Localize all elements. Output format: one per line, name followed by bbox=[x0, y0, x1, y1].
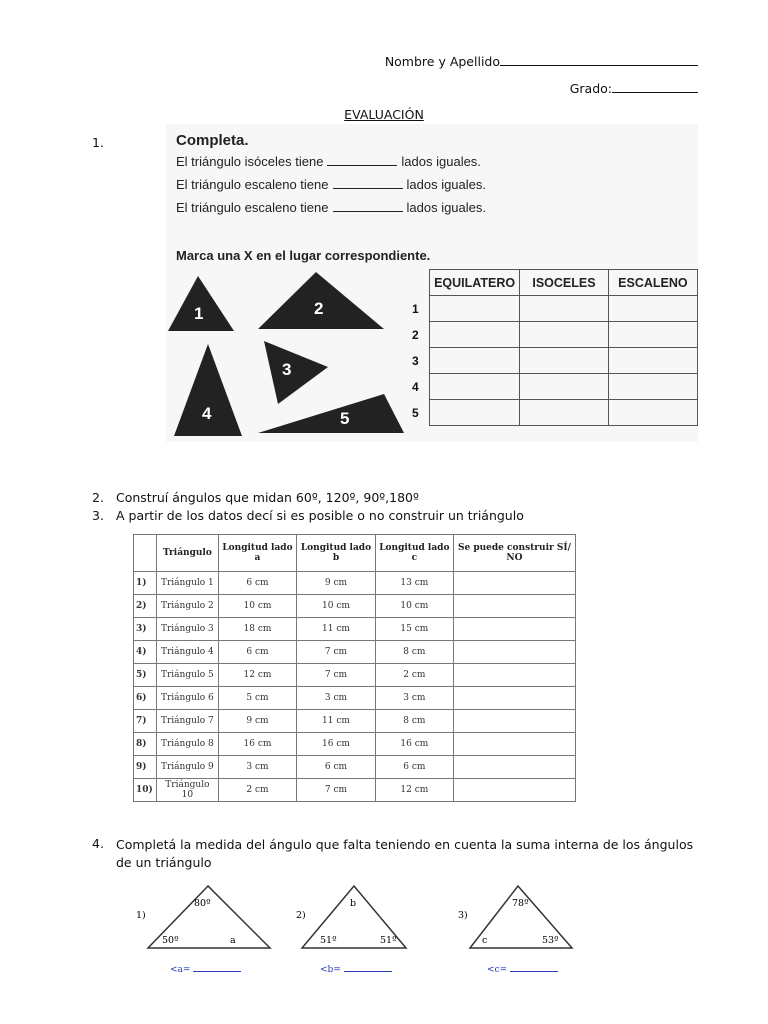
name-blank[interactable] bbox=[500, 53, 698, 66]
triangle-label-5: 5 bbox=[340, 409, 350, 428]
q1-mark-heading: Marca una X en el lugar correspondiente. bbox=[176, 248, 431, 263]
row-number: 2) bbox=[134, 595, 157, 618]
table-row bbox=[134, 664, 576, 687]
header-se-puede: Se puede construir SÍ/ NO bbox=[453, 535, 575, 572]
answer-c[interactable]: <c= bbox=[487, 963, 558, 975]
answer-cell[interactable] bbox=[453, 710, 575, 733]
table-cell: 5 cm bbox=[218, 687, 296, 710]
table-row bbox=[134, 710, 576, 733]
q1-line-1: El triángulo isóceles tiene lados iguales. bbox=[176, 154, 481, 169]
row-number: 2 bbox=[412, 327, 419, 342]
triangle-data-table bbox=[133, 534, 576, 802]
q2-number: 2. bbox=[92, 490, 104, 505]
mark-cell[interactable] bbox=[608, 296, 697, 322]
grade-field bbox=[570, 80, 698, 96]
table-cell: 6 cm bbox=[297, 756, 376, 779]
row-number: 5 bbox=[412, 405, 419, 420]
row-number: 3 bbox=[412, 353, 419, 368]
row-number: 6) bbox=[134, 687, 157, 710]
q2-text: Construí ángulos que midan 60º, 120º, 90º,180º bbox=[116, 490, 419, 505]
row-number: 1) bbox=[134, 572, 157, 595]
table-cell: Triángulo 2 bbox=[157, 595, 219, 618]
table-cell: Triángulo 8 bbox=[157, 733, 219, 756]
table-cell: 6 cm bbox=[218, 641, 296, 664]
q1-number: 1. bbox=[92, 135, 104, 150]
row-number: 5) bbox=[134, 664, 157, 687]
mark-cell[interactable] bbox=[429, 400, 519, 426]
triangles-figure bbox=[166, 124, 411, 442]
tri2-left-angle: 51º bbox=[320, 935, 337, 946]
table-cell: 11 cm bbox=[297, 710, 376, 733]
table-cell: Triángulo 6 bbox=[157, 687, 219, 710]
col-escaleno: ESCALENO bbox=[608, 270, 697, 296]
row-number: 7) bbox=[134, 710, 157, 733]
table-cell: 18 cm bbox=[218, 618, 296, 641]
triangle-label-2: 2 bbox=[314, 299, 324, 318]
table-cell: 6 cm bbox=[375, 756, 453, 779]
table-cell: 7 cm bbox=[297, 779, 376, 802]
q4-text: Completá la medida del ángulo que falta teniendo en cuenta la suma interna de los ángulos de un triángulo bbox=[116, 837, 694, 870]
name-label: Nombre y Apellido bbox=[384, 54, 500, 69]
table-cell: 10 cm bbox=[297, 595, 376, 618]
row-number: 4 bbox=[412, 379, 419, 394]
mark-cell[interactable] bbox=[520, 296, 609, 322]
header-lado-b: Longitud lado b bbox=[297, 535, 376, 572]
answer-cell[interactable] bbox=[453, 664, 575, 687]
table-row bbox=[134, 687, 576, 710]
header-triangulo: Triángulo bbox=[157, 535, 219, 572]
mark-cell[interactable] bbox=[429, 322, 519, 348]
table-cell: Triángulo 3 bbox=[157, 618, 219, 641]
table-cell: 6 cm bbox=[218, 572, 296, 595]
table-cell: Triángulo 7 bbox=[157, 710, 219, 733]
table-cell: 8 cm bbox=[375, 710, 453, 733]
header-lado-a: Longitud lado a bbox=[218, 535, 296, 572]
table-cell: 9 cm bbox=[218, 710, 296, 733]
tri2-right-angle: 51º bbox=[380, 935, 397, 946]
grade-label: Grado: bbox=[569, 81, 612, 96]
exercise1-image bbox=[166, 124, 698, 442]
col-isoceles: ISOCELES bbox=[520, 270, 609, 296]
table-row bbox=[134, 756, 576, 779]
table-cell: 2 cm bbox=[218, 779, 296, 802]
tri3-number: 3) bbox=[458, 910, 468, 921]
classification-table bbox=[412, 269, 698, 426]
tri1-right-angle: a bbox=[230, 935, 236, 946]
table-cell: Triángulo 4 bbox=[157, 641, 219, 664]
row-number: 1 bbox=[412, 301, 419, 316]
answer-cell[interactable] bbox=[453, 618, 575, 641]
table-cell: Triángulo 10 bbox=[157, 779, 219, 802]
table-cell: 10 cm bbox=[218, 595, 296, 618]
table-cell: 3 cm bbox=[297, 687, 376, 710]
triangle-label-3: 3 bbox=[282, 360, 292, 379]
page-title: EVALUACIÓN bbox=[344, 107, 424, 122]
tri1-left-angle: 50º bbox=[162, 935, 179, 946]
q1-line-3: El triángulo escaleno tiene lados iguales. bbox=[176, 200, 486, 215]
table-cell: Triángulo 1 bbox=[157, 572, 219, 595]
header-num bbox=[134, 535, 157, 572]
col-equilatero: EQUILATERO bbox=[429, 270, 519, 296]
table-cell: Triángulo 9 bbox=[157, 756, 219, 779]
mark-cell[interactable] bbox=[608, 322, 697, 348]
tri3-left-angle: c bbox=[482, 935, 488, 946]
table-cell: 2 cm bbox=[375, 664, 453, 687]
table-cell: 3 cm bbox=[218, 756, 296, 779]
table-row bbox=[134, 572, 576, 595]
row-number: 3) bbox=[134, 618, 157, 641]
table-cell: 15 cm bbox=[375, 618, 453, 641]
table-cell: 3 cm bbox=[375, 687, 453, 710]
table-cell: 13 cm bbox=[375, 572, 453, 595]
mark-cell[interactable] bbox=[608, 348, 697, 374]
answer-b[interactable]: <b= bbox=[320, 963, 392, 975]
answer-cell[interactable] bbox=[453, 641, 575, 664]
mark-cell[interactable] bbox=[429, 348, 519, 374]
triangle-label-4: 4 bbox=[202, 404, 212, 423]
table-row bbox=[134, 641, 576, 664]
answer-cell[interactable] bbox=[453, 595, 575, 618]
mark-cell[interactable] bbox=[608, 374, 697, 400]
header-lado-c: Longitud lado c bbox=[375, 535, 453, 572]
row-number: 8) bbox=[134, 733, 157, 756]
answer-a[interactable]: <a= bbox=[170, 963, 241, 975]
mark-cell[interactable] bbox=[520, 400, 609, 426]
grade-blank[interactable] bbox=[612, 80, 698, 93]
table-cell: 11 cm bbox=[297, 618, 376, 641]
table-cell: 16 cm bbox=[375, 733, 453, 756]
table-row bbox=[134, 618, 576, 641]
q1-line-2: El triángulo escaleno tiene lados iguales. bbox=[176, 177, 486, 192]
answer-cell[interactable] bbox=[453, 572, 575, 595]
answer-cell[interactable] bbox=[453, 687, 575, 710]
tri2-top-angle: b bbox=[350, 898, 357, 909]
table-cell: Triángulo 5 bbox=[157, 664, 219, 687]
q3-text: A partir de los datos decí si es posible o no construir un triángulo bbox=[116, 508, 524, 523]
tri3-right-angle: 53º bbox=[542, 935, 559, 946]
answer-cell[interactable] bbox=[453, 733, 575, 756]
row-number: 10) bbox=[134, 779, 157, 802]
table-cell: 8 cm bbox=[375, 641, 453, 664]
mark-cell[interactable] bbox=[429, 296, 519, 322]
table-row bbox=[134, 779, 576, 802]
mark-cell[interactable] bbox=[608, 400, 697, 426]
mark-cell[interactable] bbox=[520, 374, 609, 400]
row-number: 4) bbox=[134, 641, 157, 664]
table-row bbox=[134, 595, 576, 618]
q1-heading: Completa. bbox=[176, 132, 249, 149]
triangle-label-1: 1 bbox=[194, 304, 204, 323]
q4-number: 4. bbox=[92, 836, 104, 851]
table-row bbox=[134, 733, 576, 756]
row-number: 9) bbox=[134, 756, 157, 779]
mark-cell[interactable] bbox=[520, 348, 609, 374]
mark-cell[interactable] bbox=[520, 322, 609, 348]
q3-number: 3. bbox=[92, 508, 104, 523]
tri1-number: 1) bbox=[136, 910, 146, 921]
answer-cell[interactable] bbox=[453, 756, 575, 779]
table-cell: 16 cm bbox=[218, 733, 296, 756]
table-cell: 10 cm bbox=[375, 595, 453, 618]
mark-cell[interactable] bbox=[429, 374, 519, 400]
tri3-top-angle: 78º bbox=[512, 898, 529, 909]
tri2-number: 2) bbox=[296, 910, 306, 921]
name-field bbox=[385, 53, 698, 69]
table-cell: 7 cm bbox=[297, 641, 376, 664]
tri1-top-angle: 80º bbox=[194, 898, 211, 909]
answer-cell[interactable] bbox=[453, 779, 575, 802]
table-cell: 16 cm bbox=[297, 733, 376, 756]
table-cell: 12 cm bbox=[375, 779, 453, 802]
table-cell: 12 cm bbox=[218, 664, 296, 687]
table-cell: 9 cm bbox=[297, 572, 376, 595]
table-cell: 7 cm bbox=[297, 664, 376, 687]
